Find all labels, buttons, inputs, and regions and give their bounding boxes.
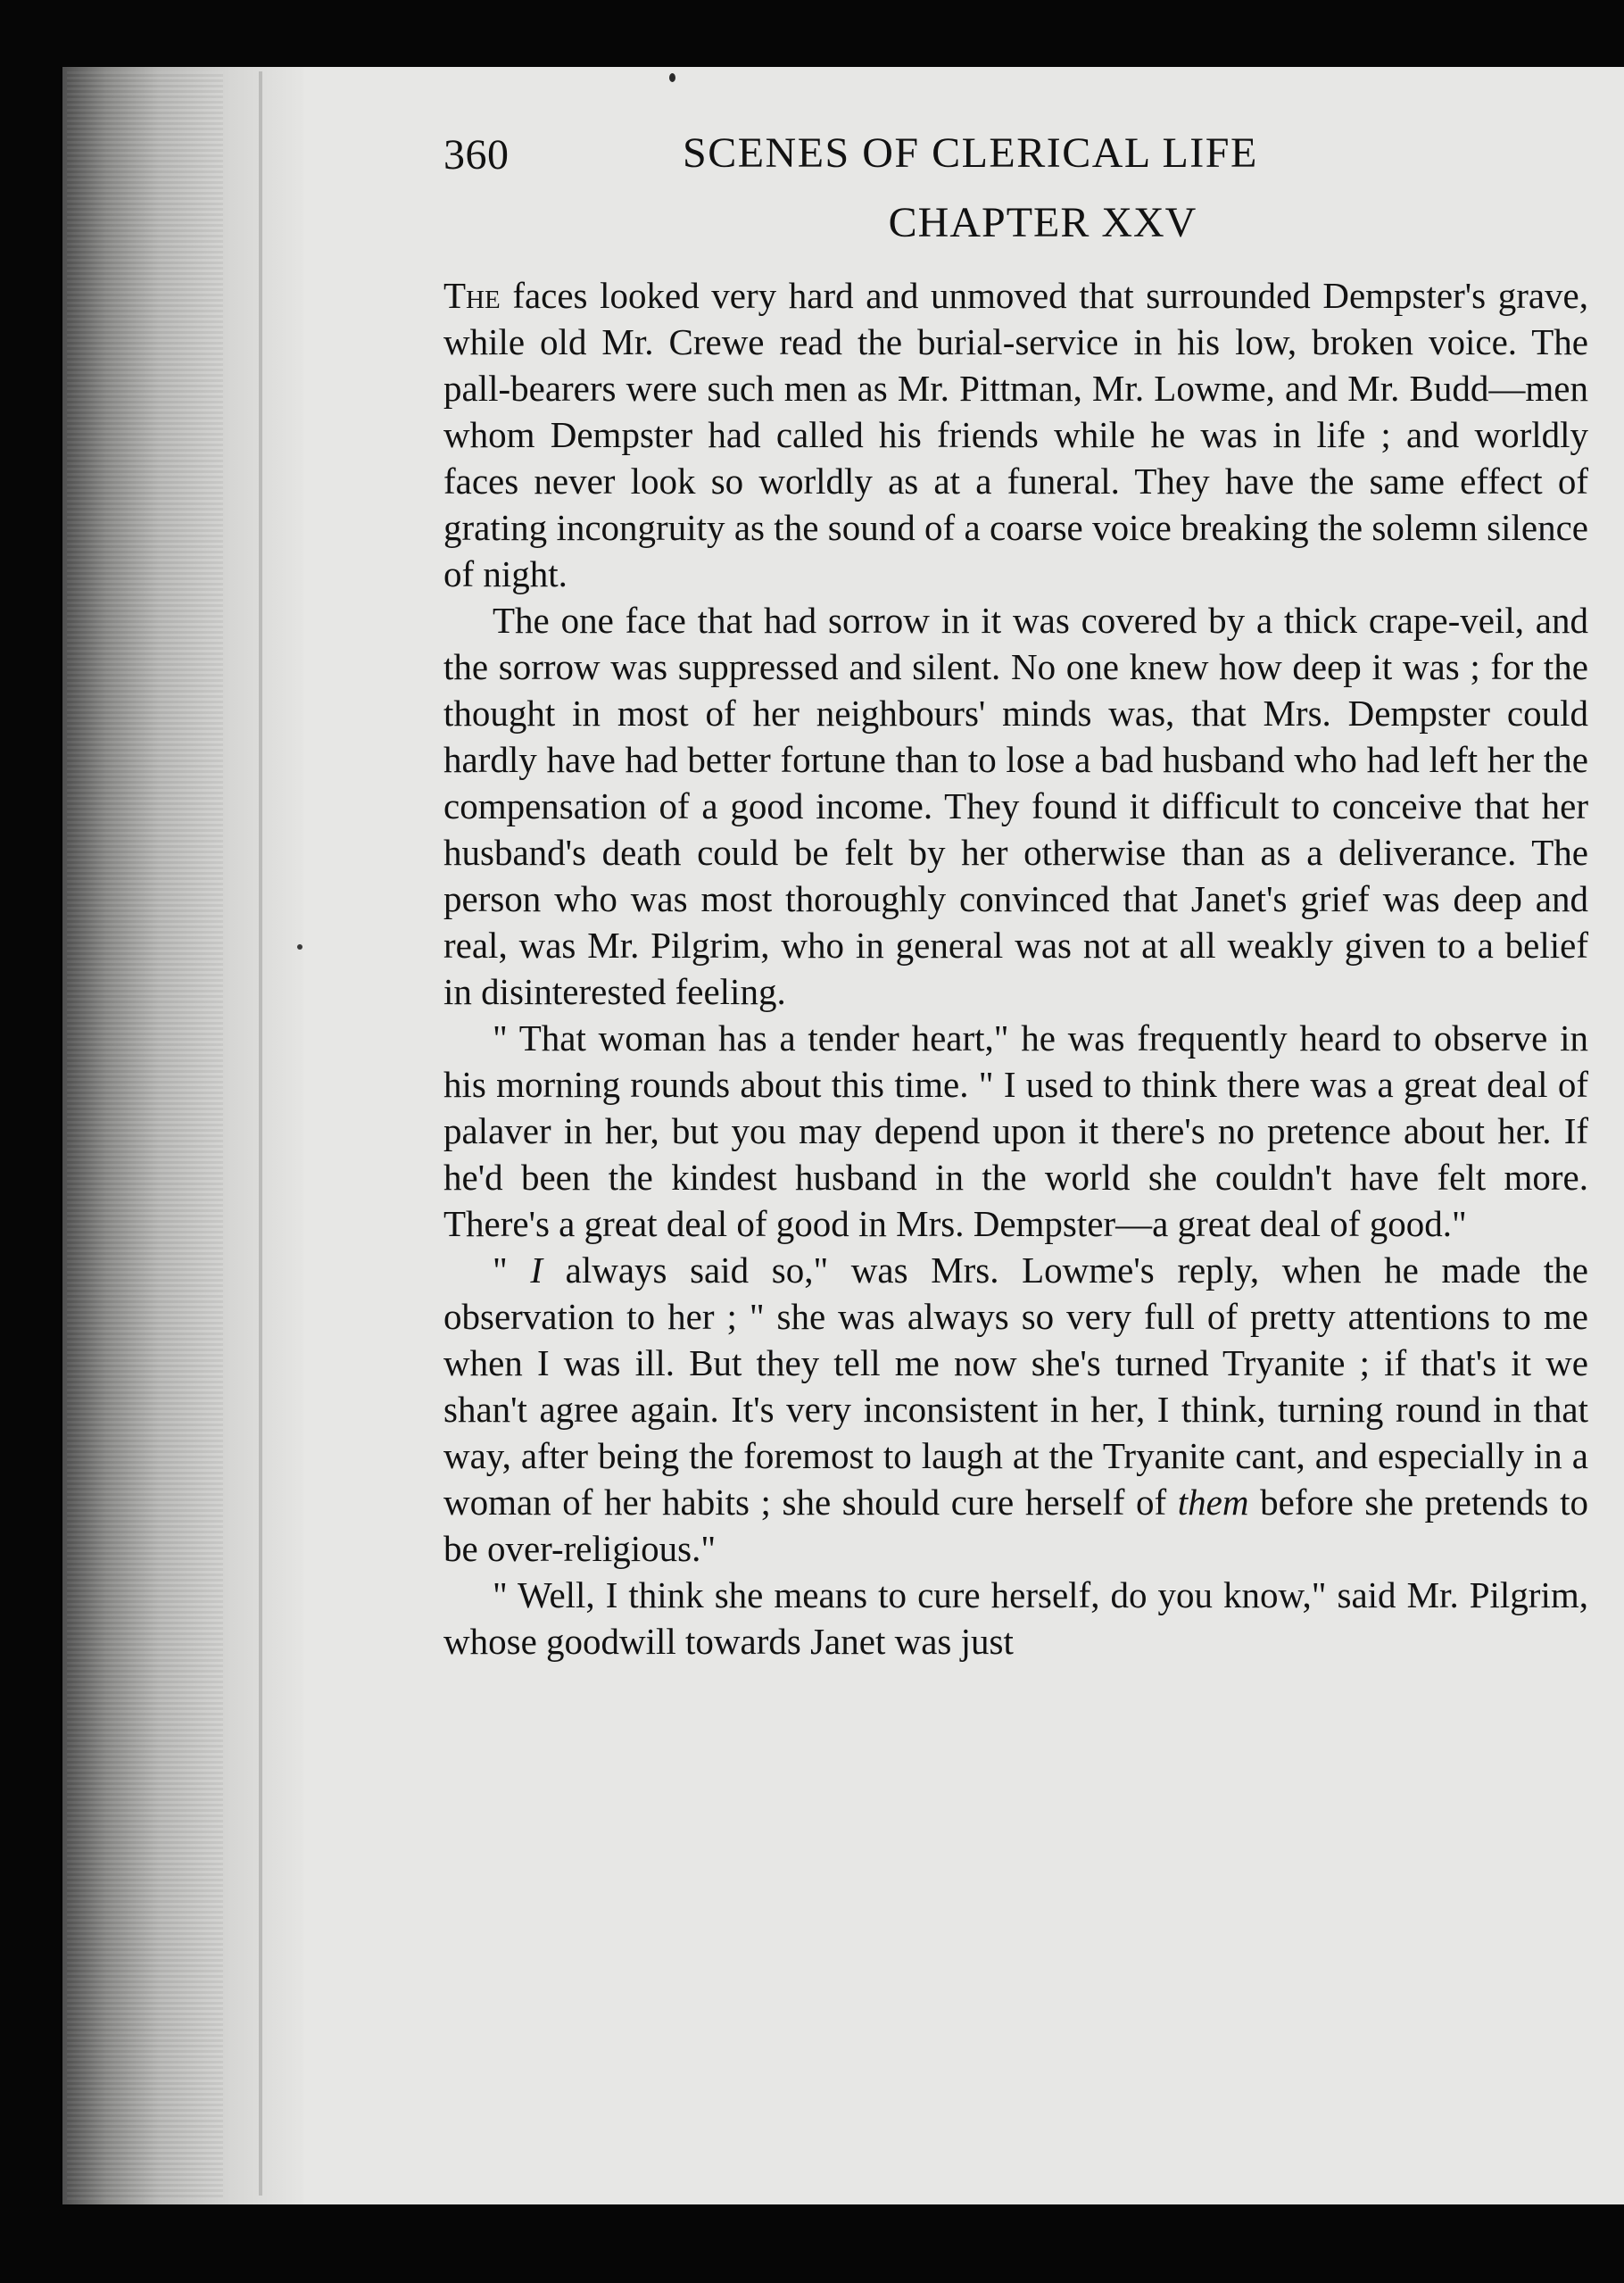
page-gutter bbox=[259, 71, 262, 2196]
italic-word: them bbox=[1177, 1482, 1249, 1523]
paragraph-text: " Well, I think she means to cure herself, do you know," said Mr. Pilgrim, whose goodwill towards Janet was just bbox=[443, 1574, 1588, 1662]
opening-word: The bbox=[443, 275, 501, 316]
chapter-heading: CHAPTER XXV bbox=[888, 199, 1197, 246]
paragraph-text: faces looked very hard and unmoved that surrounded Dempster's grave, while old Mr. Crewe read the burial-service in his low, broken voice. The pall-bearers were such men as Mr. Pittman, Mr. Lowme, and Mr. Budd—men whom Dempster had called his friends while he was in life ; and worldly faces never look so worldly as at a funeral. They have the same effect of grating incongruity as the sound of a coarse voice breaking the solemn silence of night. bbox=[443, 275, 1588, 594]
open-quote: " bbox=[493, 1249, 531, 1291]
paragraph-1 bbox=[443, 272, 1588, 597]
paragraph-4 bbox=[443, 1247, 1588, 1572]
paragraph-text: The one face that had sorrow in it was covered by a thick crape-veil, and the sorrow was suppressed and silent. No one knew how deep it was ; for the thought in most of her neighbours' minds was, that Mrs. Dempster could hardly have had better fortune than to lose a bad husband who had left her the compensation of a good income. They found it difficult to conceive that her husband's death could be felt by her otherwise than as a deliverance. The person who was most thoroughly convinced that Janet's grief was deep and real, was Mr. Pilgrim, who in general was not at all weakly given to a belief in disinterested feeling. bbox=[443, 600, 1588, 1012]
paragraph-text: always said so," was Mrs. Lowme's reply, when he made the observation to her ; " she was always so very full of pretty attentions to me when I was ill. But they tell me now she's turned Tryanite ; if that's it we shan't agree again. It's very inconsistent in her, I think, turning round in that way, after being the foremost to laugh at the Tryanite cant, and especially in a woman of her habits ; she should cure herself of bbox=[443, 1249, 1588, 1523]
running-head bbox=[443, 116, 1588, 187]
paragraph-3 bbox=[443, 1015, 1588, 1247]
paragraph-2 bbox=[443, 597, 1588, 1015]
page-text-block bbox=[443, 116, 1588, 1665]
italic-word: I bbox=[530, 1249, 543, 1291]
paragraph-text: before she pretends to be over-religious." bbox=[443, 1482, 1588, 1569]
ink-speck bbox=[297, 944, 302, 950]
page-number: 360 bbox=[443, 131, 510, 178]
paragraph-text: " That woman has a tender heart," he was frequently heard to observe in his morning rounds about this time. " I used to think there was a great deal of palaver in her, but you may depend upon it there's no pretence about her. If he'd been the kindest husband in the world she couldn't have felt more. There's a great deal of good in Mrs. Dempster—a great deal of good." bbox=[443, 1017, 1588, 1244]
ink-speck bbox=[669, 73, 675, 82]
paragraph-5 bbox=[443, 1572, 1588, 1665]
running-title: SCENES OF CLERICAL LIFE bbox=[683, 129, 1258, 177]
spine-texture bbox=[67, 71, 223, 2200]
